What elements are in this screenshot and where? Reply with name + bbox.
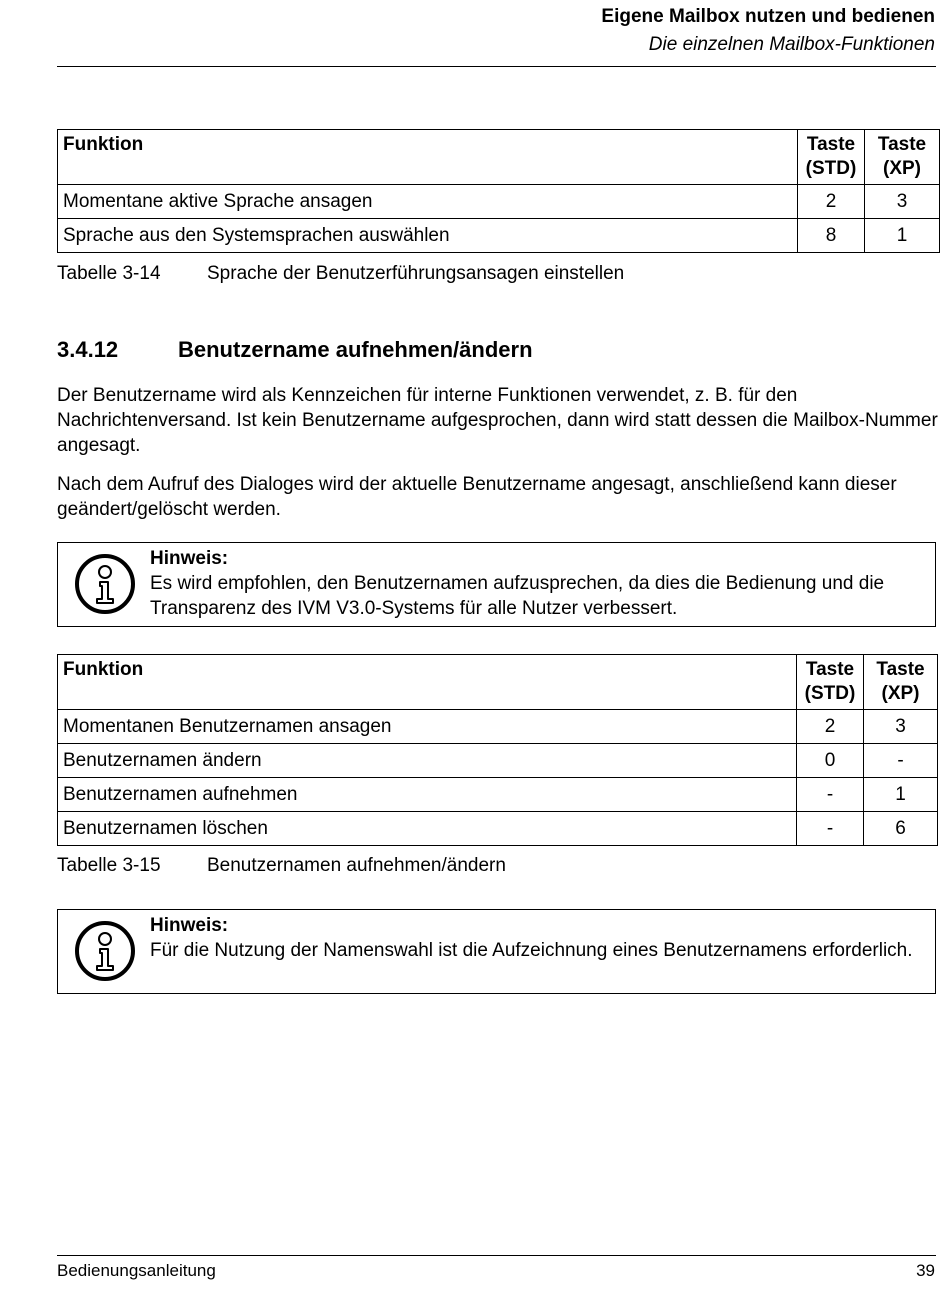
note-heading: Hinweis: [150, 548, 229, 569]
std-key-cell: - [797, 778, 864, 812]
column-header-xp: Taste (XP) [865, 130, 940, 185]
body-paragraph: Der Benutzername wird als Kennzeichen für interne Funktionen verwendet, z. B. für den Nachrichtenversand. Ist kein Benutzername aufgesprochen, dann wird statt dessen die Mailbox-Nummer angesagt. [57, 385, 938, 456]
xp-key-cell: 1 [864, 778, 938, 812]
page-header-title: Eigene Mailbox nutzen und bedienen [601, 6, 935, 27]
table-caption [57, 263, 624, 285]
table-row [58, 812, 938, 846]
function-table-language [57, 129, 940, 253]
table-caption-text: Benutzernamen aufnehmen/ändern [207, 855, 506, 876]
note-content [150, 546, 927, 621]
note-text: Es wird empfohlen, den Benutzernamen aufzusprechen, da dies die Bedienung und die Transparenz des IVM V3.0-Systems für alle Nutzer verbessert. [150, 573, 885, 619]
footer-document-title: Bedienungsanleitung [57, 1261, 216, 1280]
footer-divider [57, 1255, 936, 1256]
table-caption-text: Sprache der Benutzerführungsansagen einstellen [207, 263, 625, 284]
xp-key-cell: 1 [865, 219, 940, 253]
function-cell: Momentane aktive Sprache ansagen [58, 185, 798, 219]
std-key-cell: 2 [798, 185, 865, 219]
table-caption-number: Tabelle 3-14 [57, 263, 161, 284]
section-heading [57, 337, 533, 363]
table-row [58, 710, 938, 744]
xp-key-cell: 3 [864, 710, 938, 744]
info-icon [74, 920, 136, 987]
table-row [58, 219, 940, 253]
body-paragraph: Nach dem Aufruf des Dialoges wird der aktuelle Benutzername angesagt, anschließend kann dieser geändert/gelöscht werden. [57, 474, 897, 520]
column-header-funktion: Funktion [58, 655, 797, 710]
function-cell: Benutzernamen ändern [58, 744, 797, 778]
table-caption [57, 855, 506, 877]
header-divider [57, 66, 936, 67]
table-caption-number: Tabelle 3-15 [57, 855, 161, 876]
table-row [58, 744, 938, 778]
function-table-username [57, 654, 938, 846]
section-number: 3.4.12 [57, 337, 119, 362]
std-key-cell: 8 [798, 219, 865, 253]
std-key-cell: - [797, 812, 864, 846]
column-header-std: Taste (STD) [797, 655, 864, 710]
table-header-row [58, 130, 940, 185]
table-row [58, 185, 940, 219]
column-header-funktion: Funktion [58, 130, 798, 185]
table-header-row [58, 655, 938, 710]
info-icon [74, 553, 136, 620]
note-box [57, 909, 936, 994]
note-content [150, 913, 927, 963]
xp-key-cell: 6 [864, 812, 938, 846]
column-header-std: Taste (STD) [798, 130, 865, 185]
function-cell: Momentanen Benutzernamen ansagen [58, 710, 797, 744]
xp-key-cell: 3 [865, 185, 940, 219]
section-title: Benutzername aufnehmen/ändern [178, 337, 533, 362]
function-cell: Sprache aus den Systemsprachen auswählen [58, 219, 798, 253]
page-header-subtitle: Die einzelnen Mailbox-Funktionen [648, 34, 935, 55]
column-header-xp: Taste (XP) [864, 655, 938, 710]
xp-key-cell: - [864, 744, 938, 778]
std-key-cell: 2 [797, 710, 864, 744]
note-box [57, 542, 936, 627]
table-row [58, 778, 938, 812]
function-cell: Benutzernamen löschen [58, 812, 797, 846]
std-key-cell: 0 [797, 744, 864, 778]
note-text: Für die Nutzung der Namenswahl ist die Aufzeichnung eines Benutzernamens erforderlich. [150, 940, 913, 961]
function-cell: Benutzernamen aufnehmen [58, 778, 797, 812]
page-number: 39 [916, 1261, 935, 1280]
note-heading: Hinweis: [150, 915, 229, 936]
